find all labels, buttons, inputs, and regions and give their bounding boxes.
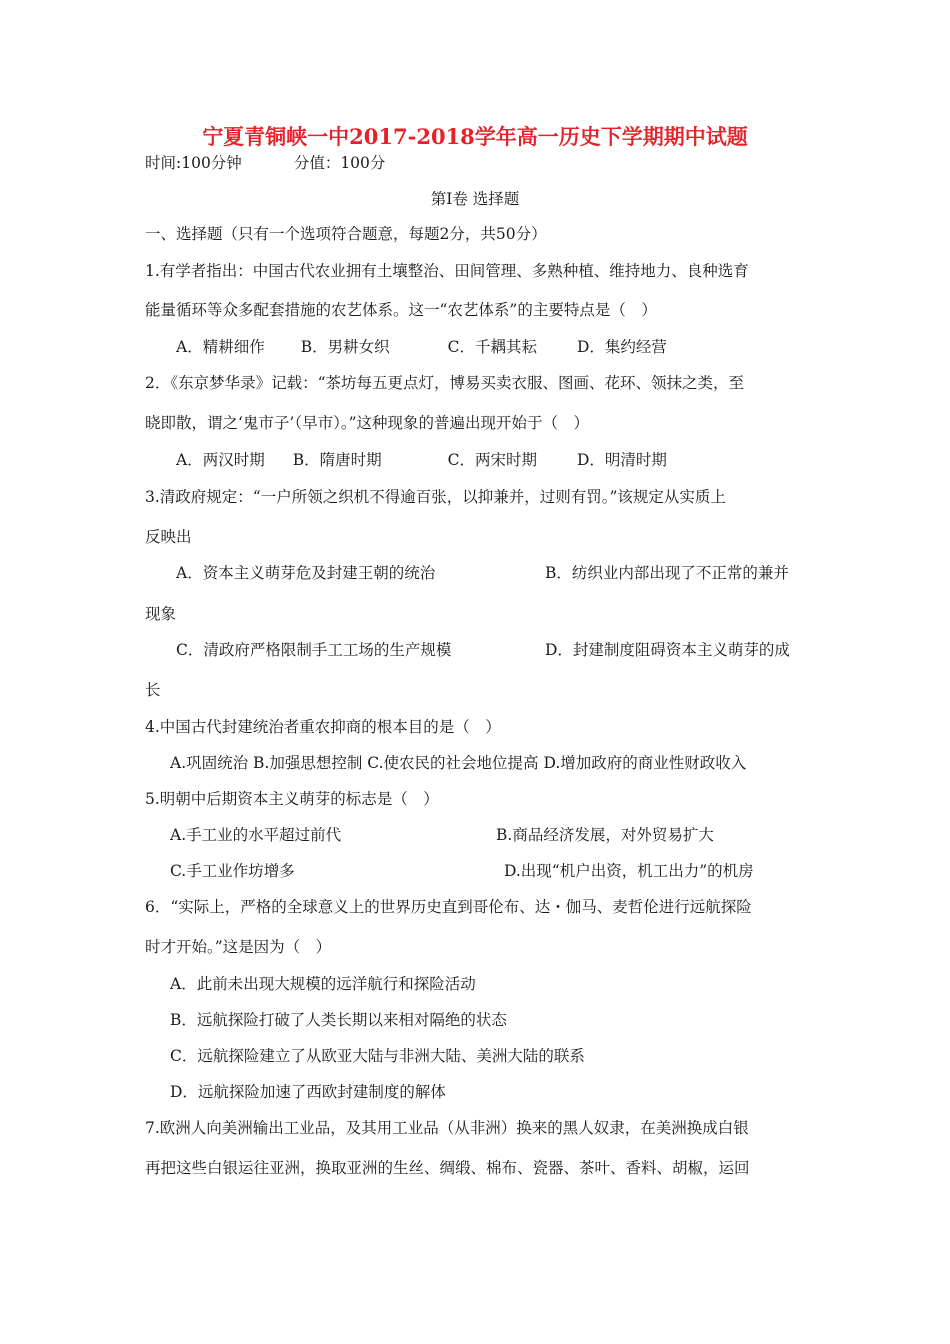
question-1-options	[176, 337, 667, 357]
question-6-option-c: C．远航探险建立了从欧亚大陆与非洲大陆、美洲大陆的联系	[170, 1047, 585, 1065]
option-b: B．男耕女织	[300, 338, 390, 356]
part-title: 第I卷 选择题	[430, 190, 520, 208]
question-3-option-c: C．清政府严格限制手工工场的生产规模	[176, 641, 452, 659]
option-d: D．集约经营	[576, 338, 667, 356]
section-title: 一、选择题（只有一个选项符合题意，每题2分，共50分）	[145, 225, 547, 243]
exam-title: 宁夏青铜峡一中2017-2018学年高一历史下学期期中试题	[202, 124, 748, 149]
option-a: A．两汉时期	[176, 451, 265, 469]
question-6-option-a: A．此前未出现大规模的远洋航行和探险活动	[170, 975, 476, 993]
question-3-option-d: D．封建制度阻碍资本主义萌芽的成	[545, 641, 790, 659]
question-5-stem: 5.明朝中后期资本主义萌芽的标志是（ ）	[145, 790, 439, 808]
question-3-stem-line-1: 3.清政府规定：“一户所领之织机不得逾百张，以抑兼并，过则有罚。”该规定从实质上	[145, 488, 726, 506]
question-6-stem-line-1: 6．“实际上，严格的全球意义上的世界历史直到哥伦布、达・伽马、麦哲伦进行远航探险	[145, 898, 752, 916]
question-3-option-b-continued: 现象	[145, 605, 177, 623]
question-2-options	[176, 450, 667, 470]
option-c: C．两宋时期	[447, 451, 537, 469]
question-6-stem-line-2: 时才开始。”这是因为（ ）	[145, 938, 332, 956]
option-b: B．隋唐时期	[292, 451, 382, 469]
option-d: D．明清时期	[576, 451, 667, 469]
question-5-option-b: B.商品经济发展，对外贸易扩大	[496, 826, 714, 844]
question-6-option-b: B．远航探险打破了人类长期以来相对隔绝的状态	[170, 1011, 507, 1029]
question-4-options: A.巩固统治 B.加强思想控制 C.使农民的社会地位提高 D.增加政府的商业性财政收入	[170, 754, 747, 772]
time-limit: 时间:100分钟	[145, 154, 242, 172]
question-3-option-a: A．资本主义萌芽危及封建王朝的统治	[176, 564, 436, 582]
question-2-stem-line-2: 晓即散，谓之‘鬼市子’（早市）。”这种现象的普遍出现开始于（ ）	[145, 414, 590, 432]
question-1-stem-line-1: 1.有学者指出：中国古代农业拥有土壤整治、田间管理、多熟种植、维持地力、良种选育	[145, 262, 749, 280]
question-3-option-b: B．纺织业内部出现了不正常的兼并	[545, 564, 789, 582]
question-2-stem-line-1: 2．《东京梦华录》记载：“茶坊每五更点灯，博易买卖衣服、图画、花环、领抹之类，至	[145, 374, 745, 392]
question-5-option-c: C.手工业作坊增多	[170, 862, 295, 880]
exam-header	[145, 153, 385, 173]
option-c: C．千耦其耘	[447, 338, 537, 356]
question-1-stem-line-2: 能量循环等众多配套措施的农艺体系。这一“农艺体系”的主要特点是（ ）	[145, 301, 657, 319]
question-3-option-d-continued: 长	[145, 681, 161, 699]
question-3-stem-line-2: 反映出	[145, 528, 192, 546]
question-7-stem-line-2: 再把这些白银运往亚洲，换取亚洲的生丝、绸缎、棉布、瓷器、茶叶、香料、胡椒，运回	[145, 1159, 750, 1177]
question-5-option-a: A.手工业的水平超过前代	[170, 826, 342, 844]
question-6-option-d: D．远航探险加速了西欧封建制度的解体	[170, 1083, 446, 1101]
question-5-option-d: D.出现“机户出资，机工出力”的机房	[504, 862, 754, 880]
option-a: A．精耕细作	[176, 338, 265, 356]
total-score: 分值：100分	[293, 154, 386, 172]
question-7-stem-line-1: 7.欧洲人向美洲输出工业品，及其用工业品（从非洲）换来的黑人奴隶，在美洲换成白银	[145, 1119, 749, 1137]
question-4-stem: 4.中国古代封建统治者重农抑商的根本目的是（ ）	[145, 718, 501, 736]
